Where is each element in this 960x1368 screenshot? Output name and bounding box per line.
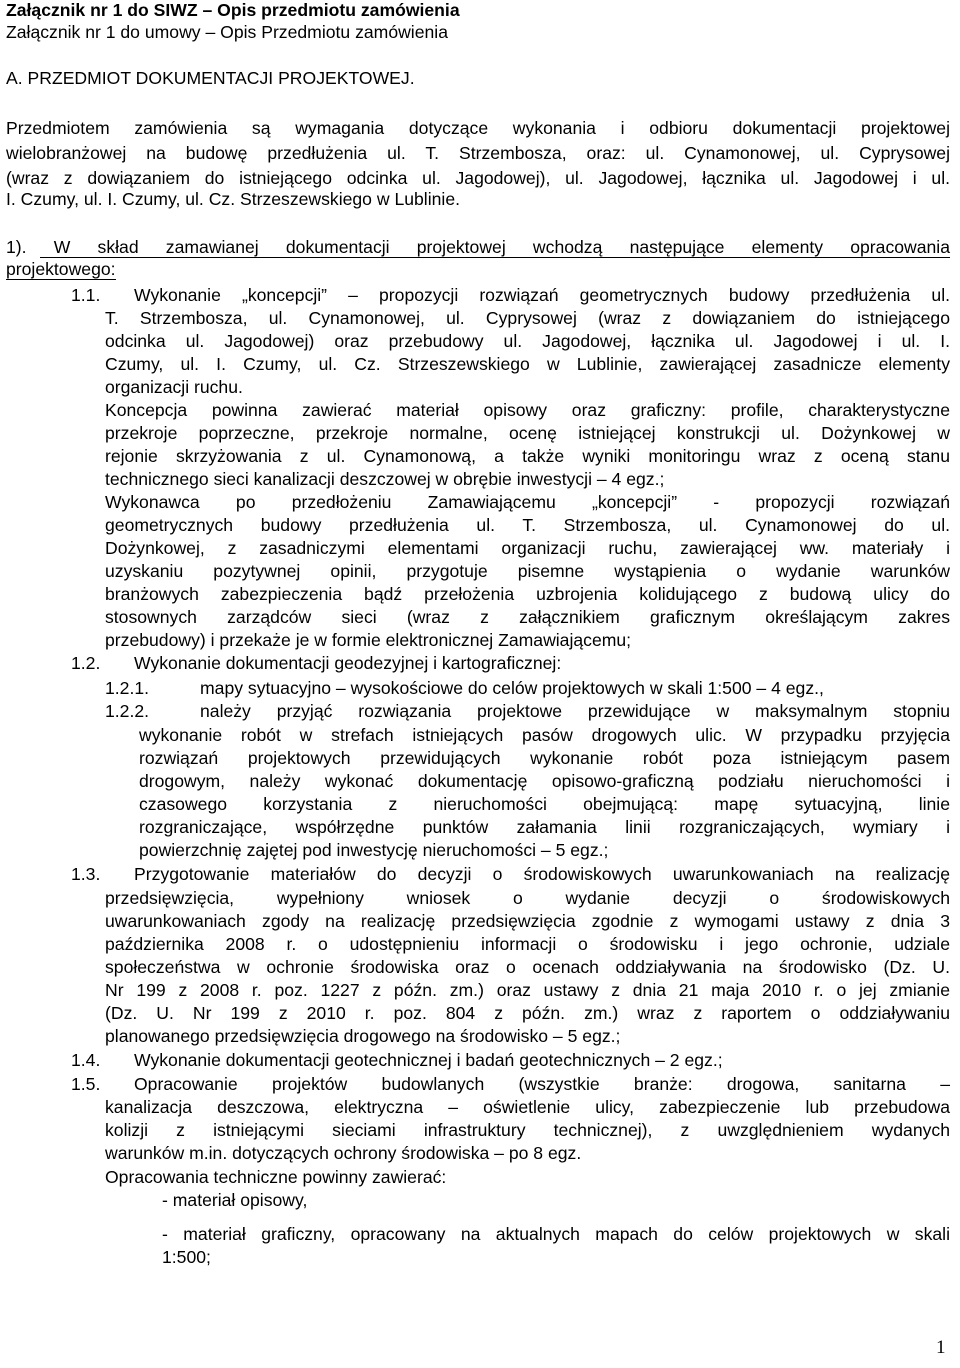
text-line: przedsięwzięcia, wypełniony wniosek o wydanie decyzji o środowiskowych [105,888,950,908]
text-line: branżowych zabezpieczenia bądź przełożenia uzbrojenia kolidującego z budową ulicy do [105,584,950,604]
text-line: czasowego korzystania z nieruchomości obejmującą: mapę sytuacyjną, linie [139,794,950,814]
text-line: rozwiązań projektowych przewidujących wykonanie robót poza istniejącym pasem [139,748,950,768]
content-intro: Opracowania techniczne powinny zawierać: [105,1167,447,1187]
text-line: należy przyjąć rozwiązania projektowe przewidujące w maksymalnym stopniu [200,701,950,721]
item-number: 1.5. [71,1074,101,1094]
text-line: społeczeństwa w ochronie środowiska oraz o ocenach oddziaływania na środowisko (Dz. U. [105,957,950,977]
text-line: Przygotowanie materiałów do decyzji o środowiskowych uwarunkowaniach na realizację [134,864,950,884]
text-line: rozgraniczające, współrzędne punktów załamania linii rozgraniczających, wymiary i [139,817,950,837]
text-line: technicznego sieci kanalizacji deszczowej w obrębie inwestycji – 4 egz.; [105,469,665,489]
text-line: mapy sytuacyjno – wysokościowe do celów projektowych w skali 1:500 – 4 egz., [200,678,824,698]
section-a-heading: A. PRZEDMIOT DOKUMENTACJI PROJEKTOWEJ. [6,68,415,88]
annex-title-siwz: Załącznik nr 1 do SIWZ – Opis przedmiotu zamówienia [6,0,460,20]
item-number: 1.4. [71,1050,101,1070]
text-line: T. Strzembosza, ul. Cynamonowej, ul. Cyprysowej (wraz z dowiązaniem do istniejącego [105,308,950,328]
text-line: przebudowy) i przekaże je w formie elektronicznej Zamawiającemu; [105,630,632,650]
item-number: 1.3. [71,864,101,884]
subitem-number: 1.2.1. [105,678,150,698]
text-line: uwarunkowaniach zgody na realizację przedsięwzięcia zgodnie z wymogami ustawy z dnia 3 [105,911,950,931]
text-line: (Dz. U. Nr 199 z 2010 r. poz. 804 z późn. zm.) wraz z raportem o oddziaływaniu [105,1003,950,1023]
text-line: drogowym, należy wykonać dokumentację opisowo-graficzną podziału nieruchomości i [139,771,950,791]
text-line: organizacji ruchu. [105,377,243,397]
annex-title-contract: Załącznik nr 1 do umowy – Opis Przedmiotu zamówienia [6,22,448,42]
item-number: 1.2. [71,653,101,673]
text-line: geometrycznych budowy przedłużenia ul. T. Strzembosza, ul. Cynamonowej do ul. [105,515,950,535]
text-line: warunków m.in. dotyczących ochrony środowiska – po 8 egz. [105,1143,582,1163]
item-number: 1.1. [71,285,101,305]
bullet-item: - materiał graficzny, opracowany na aktualnych mapach do celów projektowych w skali [162,1224,950,1244]
heading-underline [40,257,950,258]
text-line: Przedmiotem zamówienia są wymagania dotyczące wykonania i odbioru dokumentacji projektowej [6,118,950,138]
text-line: Koncepcja powinna zawierać materiał opisowy oraz graficzny: profile, charakterystyczne [105,400,950,420]
text-line: przekroje poprzeczne, przekroje normalne, ocenę istniejącej konstrukcji ul. Dożynkowej w [105,423,950,443]
text-line: kanalizacja deszczowa, elektryczna – oświetlenie ulicy, zabezpieczenie lub przebudowa [105,1097,950,1117]
text-line: planowanego przedsięwzięcia drogowego na środowisko – 5 egz.; [105,1026,621,1046]
text-line: kolizji z istniejącymi sieciami infrastruktury technicznej), z uwzględnieniem wydanych [105,1120,950,1140]
text-line: uzyskaniu pozytywnej opinii, przygotuje pisemne wystąpienia o wydanie warunków [105,561,950,581]
subitem-number: 1.2.2. [105,701,150,721]
text-line: Wykonanie „koncepcji” – propozycji rozwiązań geometrycznych budowy przedłużenia ul. [134,285,950,305]
text-line: projektowego: [6,259,116,279]
text-line: wykonanie robót w strefach istniejących pasów drogowych ulic. W przypadku przyjęcia [139,725,950,745]
text-line: 1). W skład zamawianej dokumentacji projektowej wchodzą następujące elementy opracowania [6,237,950,257]
text-line: października 2008 r. o udostępnieniu informacji o środowisku i jego ochronie, udziale [105,934,950,954]
text-line: Wykonawca po przedłożeniu Zamawiającemu „koncepcji” - propozycji rozwiązań [105,492,950,512]
text-line: Czumy, ul. I. Czumy, ul. Cz. Strzeszewskiego w Lublinie, zawierającej zasadnicze elementy [105,354,950,374]
text-line: wielobranżowej na budowę przedłużenia ul. T. Strzembosza, oraz: ul. Cynamonowej, ul. Cyprysowej [6,143,950,163]
text-line: Nr 199 z 2008 r. poz. 1227 z późn. zm.) oraz ustawy z dnia 21 maja 2010 r. o jej zmianie [105,980,950,1000]
item-title: Wykonanie dokumentacji geodezyjnej i kartograficznej: [134,653,562,673]
text-line: powierzchnię zajętej pod inwestycję nieruchomości – 5 egz.; [139,840,609,860]
text-line: stosownych zarządców sieci (wraz z załącznikiem graficznym określającym zakres [105,607,950,627]
text-line: Dożynkowej, z zasadniczymi elementami organizacji ruchu, zawierającej ww. materiały i [105,538,950,558]
text-line: (wraz z dowiązaniem do istniejącego odcinka ul. Jagodowej), ul. Jagodowej, łącznika ul. Jagodowej i ul. [6,168,950,188]
text-line: rejonie skrzyżowania z ul. Cynamonową, a także wyniki monitoringu wraz z oceną stanu [105,446,950,466]
text-line: Wykonanie dokumentacji geotechnicznej i badań geotechnicznych – 2 egz.; [134,1050,723,1070]
page-number: 1 [936,1337,946,1358]
text-line: I. Czumy, ul. I. Czumy, ul. Cz. Strzeszewskiego w Lublinie. [6,189,460,209]
text-line: odcinka ul. Jagodowej) oraz przebudowy ul. Jagodowej, łącznika ul. Jagodowej i ul. I. [105,331,950,351]
text-line: Opracowanie projektów budowlanych (wszystkie branże: drogowa, sanitarna – [134,1074,950,1094]
text-line: 1:500; [162,1247,211,1267]
bullet-item: - materiał opisowy, [162,1190,308,1210]
